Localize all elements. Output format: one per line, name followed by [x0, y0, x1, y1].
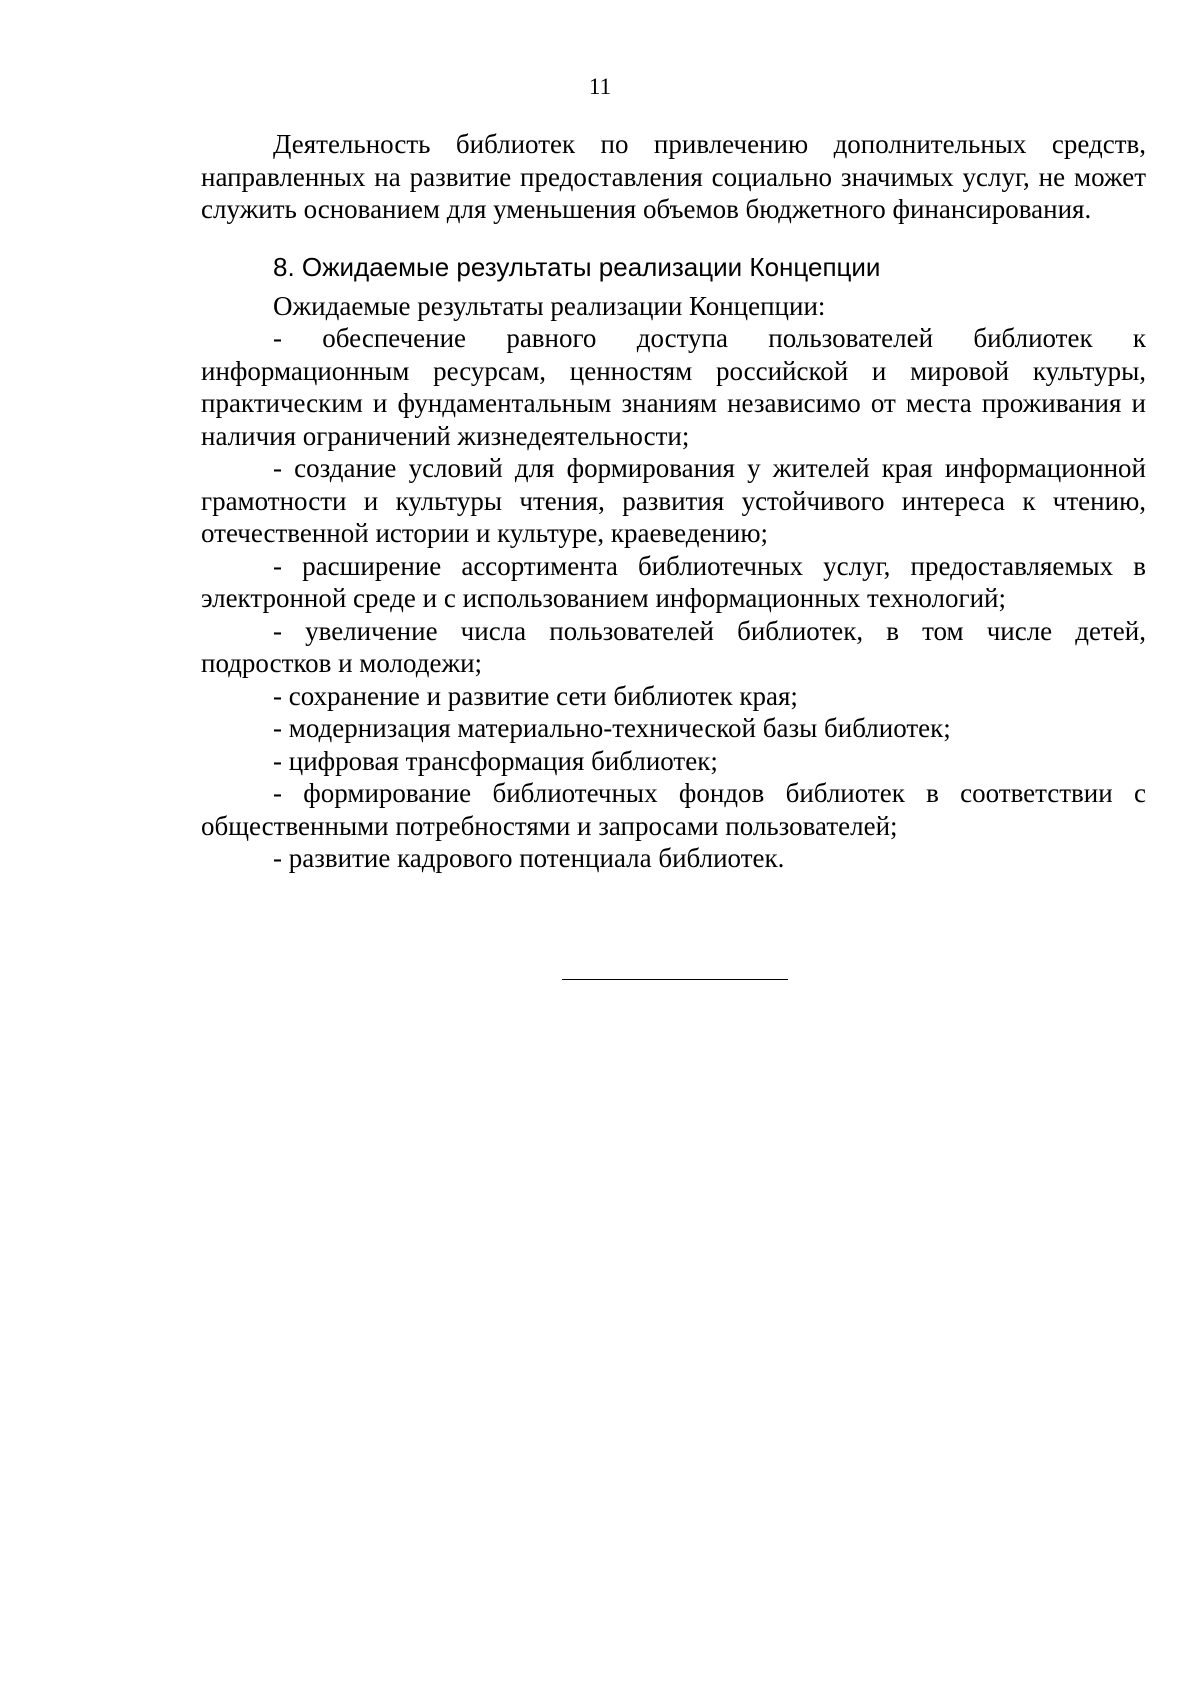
list-item: - модернизация материально-технической базы библиотек; [273, 713, 951, 743]
section-heading: 8. Ожидаемые результаты реализации Концепции [273, 251, 881, 282]
list-item: - цифровая трансформация библиотек; [273, 745, 718, 776]
section-lead: Ожидаемые результаты реализации Концепции: [273, 290, 826, 321]
list-item: - развитие кадрового потенциала библиотек. [273, 843, 785, 873]
end-divider [562, 979, 788, 980]
list-item: - обеспечение равного доступа пользователей библиотек к информационным ресурсам, ценностям российской и мировой культуры, практическим и фундаментальным знаниям независимо от места проживания и наличия ограничений жизнедеятельности; [201, 323, 1146, 451]
list-item: - создание условий для формирования у жителей края информационной грамотности и культуры чтения, развития устойчивого интереса к чтению, отечественной истории и культуре, краеведению; [201, 453, 1146, 548]
list-item: - сохранение и развитие сети библиотек края; [273, 680, 798, 711]
intro-paragraph: Деятельность библиотек по привлечению дополнительных средств, направленных на развитие предоставления социально значимых услуг, не может служить основанием для уменьшения объемов бюджетного финансирования. [201, 129, 1146, 224]
list-item: - формирование библиотечных фондов библиотек в соответствии с общественными потребностями и запросами пользователей; [201, 778, 1146, 841]
results-list [201, 322, 1146, 875]
page-number: 11 [588, 74, 612, 99]
list-item: - расширение ассортимента библиотечных услуг, предоставляемых в электронной среде и с использованием информационных технологий; [201, 550, 1146, 613]
list-item: - увеличение числа пользователей библиотек, в том числе детей, подростков и молодежи; [201, 615, 1146, 678]
document-body [201, 128, 1146, 875]
